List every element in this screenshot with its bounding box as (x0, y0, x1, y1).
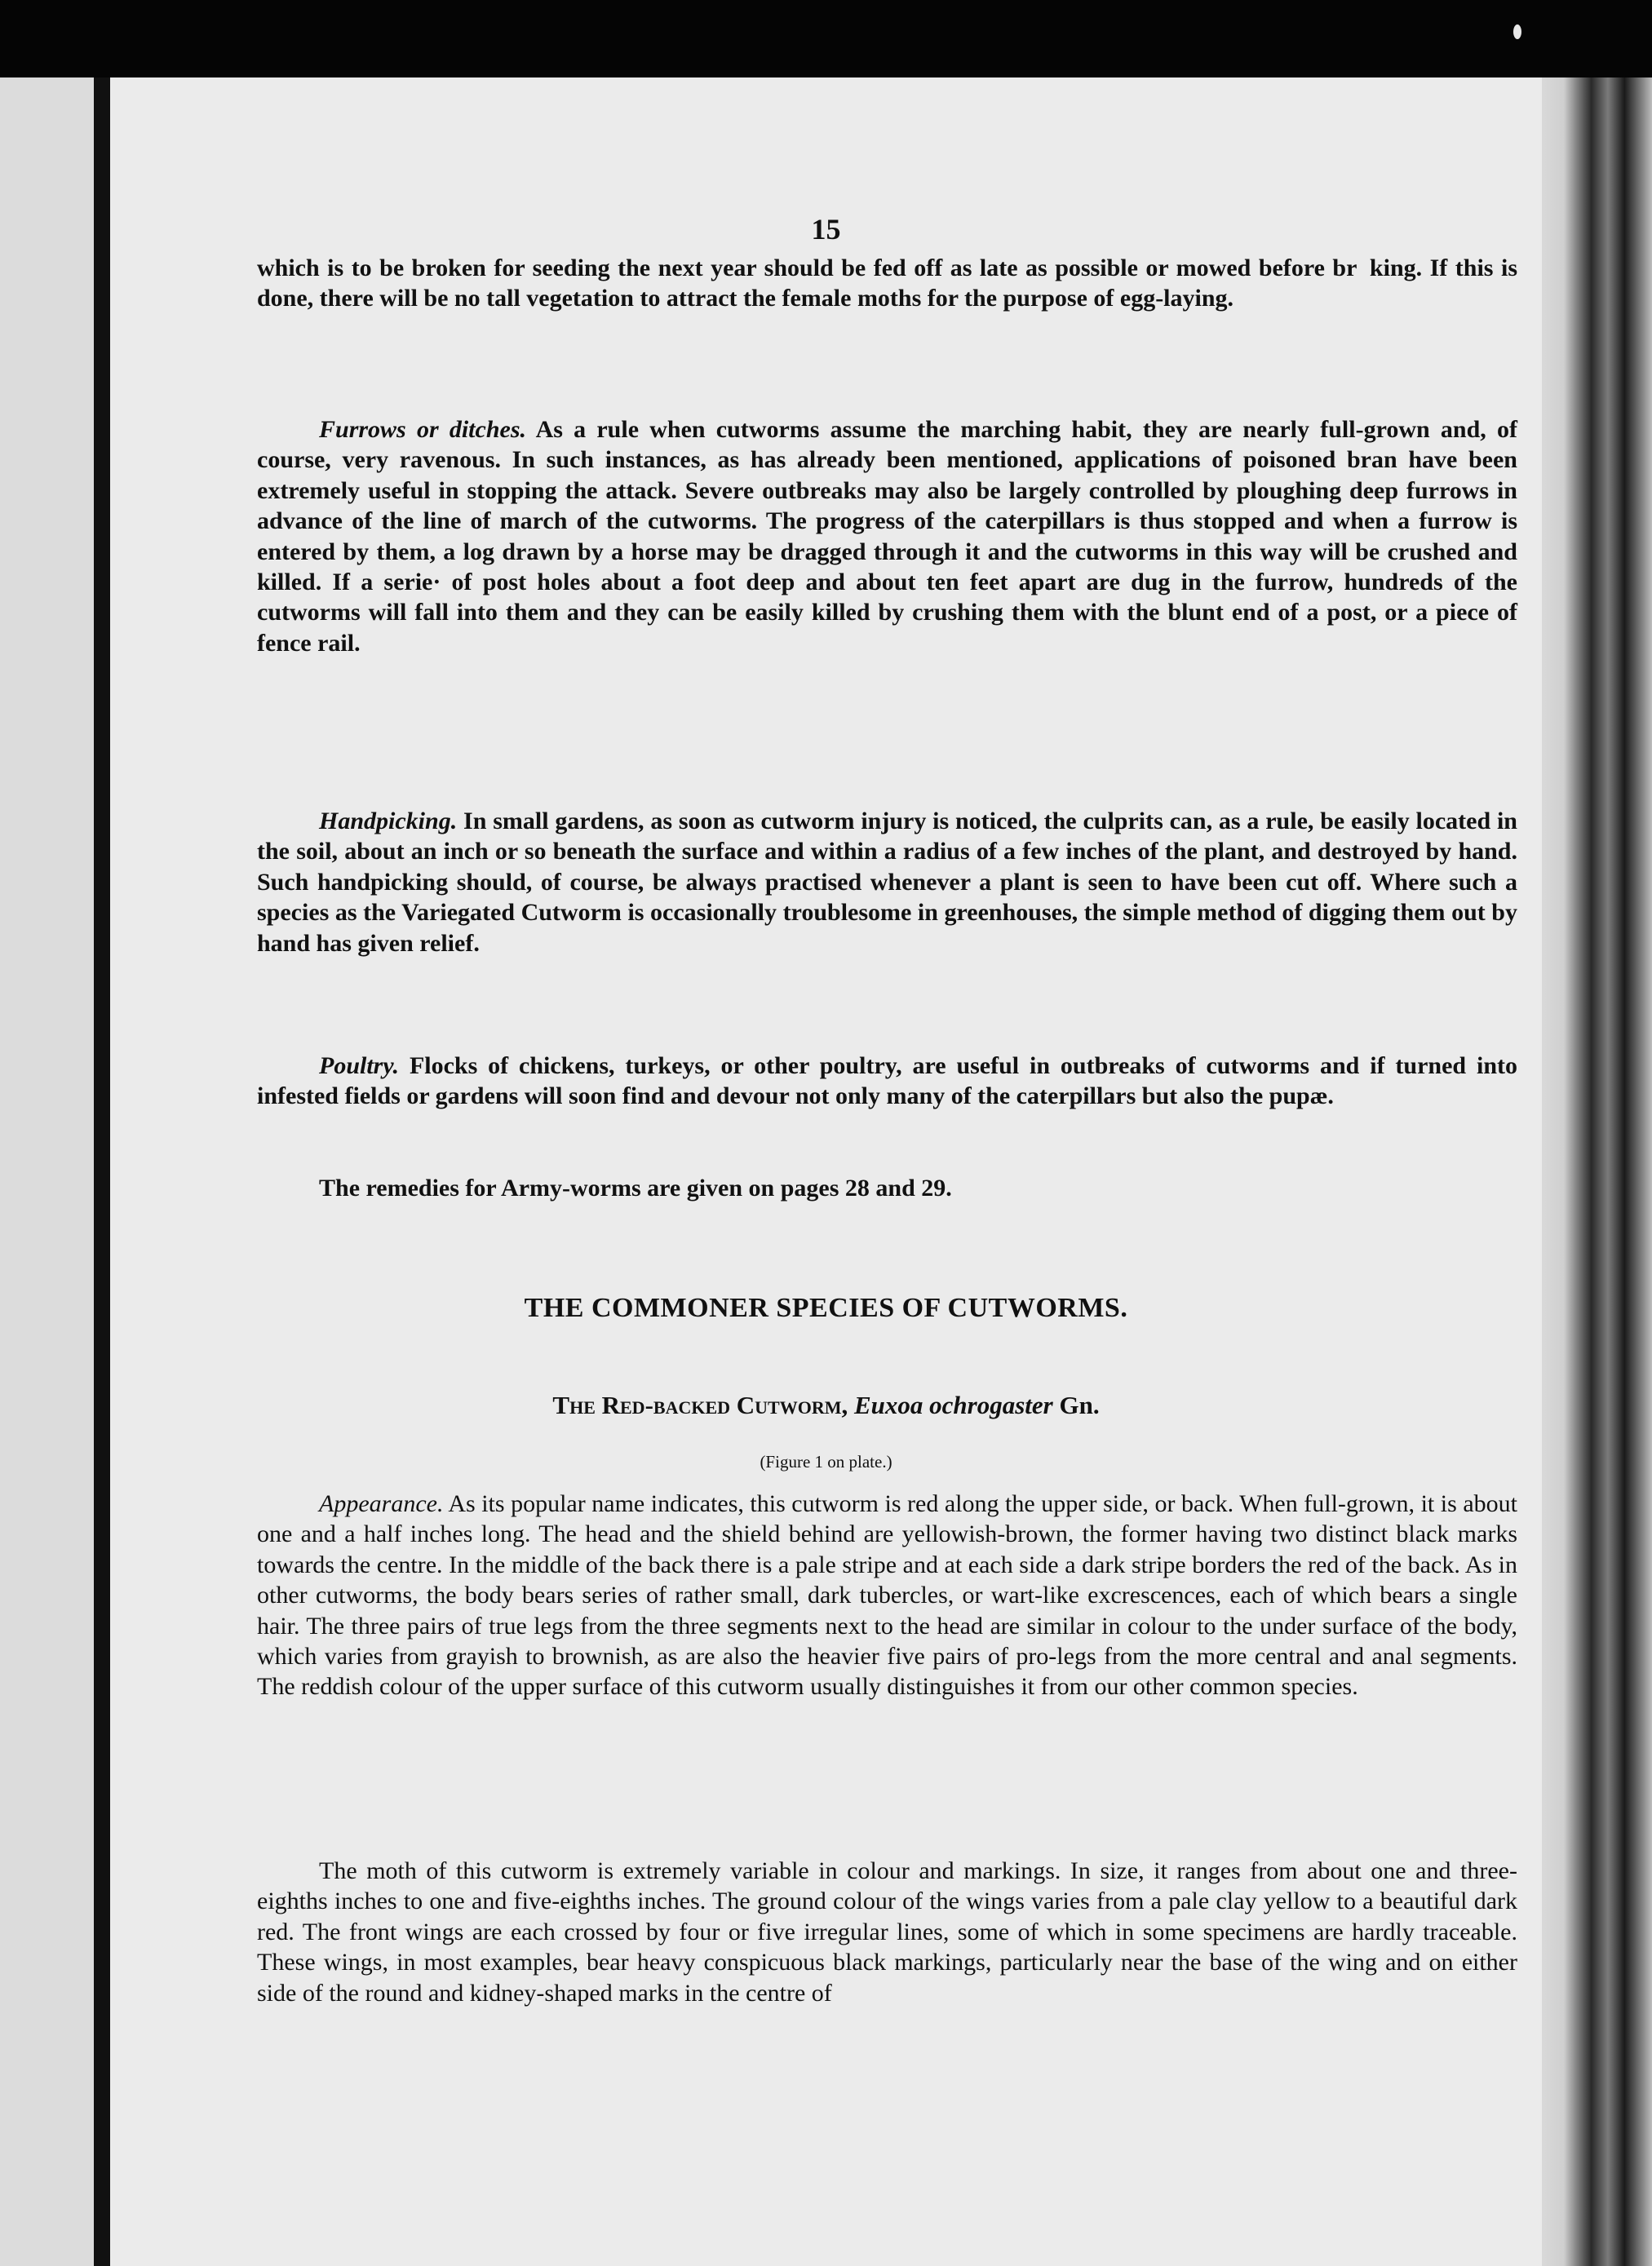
paragraph-body (257, 1051, 1517, 1112)
paragraph-text: As its popular name indicates, this cutworm is red along the upper side, or back. When full-grown, it is about one and a half inches long. The head and the shield behind are yellowish-brown, the former having two distinct black marks towards the centre. In the middle of the back there is a pale stripe and at each side a dark stripe borders the red of the back. As in other cutworms, the body bears series of rather small, dark tubercles, or wart-like excrescences, each of which bears a single hair. The three pairs of true legs from the three segments next to the head are similar in colour to the under surface of the body, which varies from grayish to brownish, as are also the heavier five pairs of pro-legs from the more central and anal segments. The reddish colour of the upper surface of this cutworm usually distinguishes it from our other common species. (257, 1490, 1517, 1701)
section-heading: THE COMMONER SPECIES OF CUTWORMS. (524, 1293, 1128, 1323)
paragraph-text: In small gardens, as soon as cutworm injury is noticed, the culprits can, as a rule, be easily located in the soil, about an inch or so beneath the surface and within a radius of a few inches of the plant, and destroyed by hand. Such handpicking should, of course, be always practised whenever a plant is seen to have been cut off. Where such a species as the Variegated Cutworm is occasionally troublesome in greenhouses, the simple method of digging them out by hand has given relief. (257, 808, 1517, 957)
left-gutter (94, 77, 110, 2266)
paragraph-text: As a rule when cutworms assume the marching habit, they are nearly full-grown and, of course, very ravenous. In such instances, as has already been mentioned, applications of poisoned bran have been extremely useful in stopping the attack. Severe outbreaks may also be largely controlled by ploughing deep furrows in advance of the line of march of the cutworms. The progress of the caterpillars is thus stopped and when a furrow is entered by them, a log drawn by a horse may be dragged through it and the cutworms in this way will be crushed and killed. If a serie· of post holes about a foot deep and about ten feet apart are dug in the furrow, hundreds of the cutworms will fall into them and they can be easily killed by crushing them with the blunt end of a post, or a piece of fence rail. (257, 416, 1517, 657)
figure-note: (Figure 1 on plate.) (760, 1452, 892, 1472)
paragraph-lead: Poultry. (319, 1052, 400, 1079)
page-number: 15 (811, 213, 841, 246)
species-heading (110, 1391, 1542, 1420)
paragraph-appearance (257, 1489, 1517, 1702)
species-author: Gn. (1059, 1391, 1100, 1419)
paragraph-lead: Handpicking. (319, 808, 458, 834)
paragraph-body (257, 806, 1517, 958)
page (110, 77, 1542, 2266)
paragraph-text: which is to be broken for seeding the next year should be fed off as late as possible or mowed before br king. If this is done, there will be no tall vegetation to attract the female moths for the purpose of egg-laying. (257, 254, 1517, 312)
paragraph-remedies (257, 1173, 1517, 1203)
paragraph-furrows (257, 414, 1517, 658)
facing-page-edge (0, 77, 94, 2266)
species-scientific-name: Euxoa ochrogaster (853, 1391, 1053, 1419)
scan-speck (1513, 24, 1521, 39)
paragraph-lead: Appearance. (319, 1490, 444, 1517)
species-common-name: The Red-backed Cutworm, (552, 1391, 848, 1419)
paragraph-poultry (257, 1051, 1517, 1112)
paragraph-body (257, 414, 1517, 658)
paragraph-text: Flocks of chickens, turkeys, or other poultry, are useful in outbreaks of cutworms and if turned into infested fields or gardens will soon find and devour not only many of the caterpillars but also the pupæ. (257, 1052, 1517, 1110)
paragraph-moth (257, 1856, 1517, 2008)
paragraph-handpicking (257, 806, 1517, 958)
book-spine (1542, 77, 1652, 2266)
paragraph-lead: Furrows or ditches. (319, 416, 527, 443)
paragraph-text: The remedies for Army-worms are given on pages 28 and 29. (319, 1175, 952, 1202)
paragraph-continuation (257, 253, 1517, 314)
paragraph-text: The moth of this cutworm is extremely variable in colour and markings. In size, it ranges from about one and three-eighths inches to one and five-eighths inches. The ground colour of the wings varies from a pale clay yellow to a beautiful dark red. The front wings are each crossed by four or five irregular lines, some of which in some specimens are hardly traceable. These wings, in most examples, bear heavy conspicuous black markings, particularly near the base of the wing and on either side of the round and kidney-shaped marks in the centre of (257, 1857, 1517, 2007)
paragraph-body (257, 1489, 1517, 1702)
